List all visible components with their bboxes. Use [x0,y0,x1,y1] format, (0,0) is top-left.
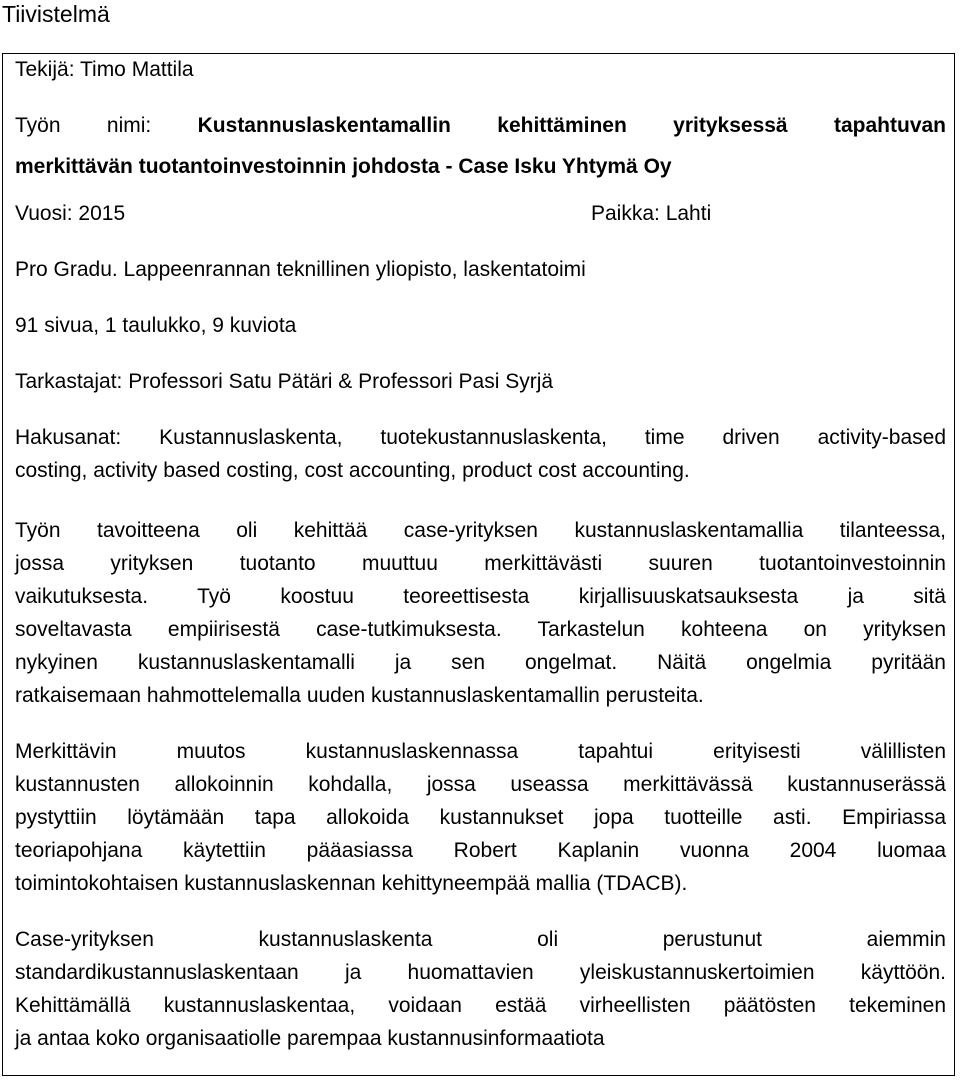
place-line: Paikka: Lahti [591,202,712,225]
degree-line: Pro Gradu. Lappeenrannan teknillinen yliopisto, laskentatoimi [15,258,586,281]
work-name-label: Työn nimi: [15,114,152,137]
paragraph-line: teoriapohjana käytettiin pääasiassa Robert Kaplanin vuonna 2004 luomaa [15,839,946,862]
year-line: Vuosi: 2015 [15,202,126,225]
work-name-title-1: Kustannuslaskentamallin kehittäminen yrityksessä tapahtuvan [197,114,946,137]
paragraph-line: Merkittävin muutos kustannuslaskennassa tapahtui erityisesti välillisten [15,740,946,763]
paragraph-line: jossa yrityksen tuotanto muuttuu merkittävästi suuren tuotantoinvestoinnin [15,552,946,575]
keywords-line-2: costing, activity based costing, cost accounting, product cost accounting. [15,459,690,482]
paragraph-line: pystyttiin löytämään tapa allokoida kustannukset jopa tuotteille asti. Empiriassa [15,806,946,829]
keywords-line-1: Hakusanat: Kustannuslaskenta, tuotekustannuslaskenta, time driven activity-based [15,426,946,449]
paragraph-line: Työn tavoitteena oli kehittää case-yrityksen kustannuslaskentamallia tilanteessa, [15,519,946,542]
paragraph-line: Kehittämällä kustannuslaskentaa, voidaan estää virheellisten päätösten tekeminen [15,994,946,1017]
paragraph-line: standardikustannuslaskentaan ja huomattavien yleiskustannuskertoimien käyttöön. [15,961,946,984]
paragraph-line: ratkaisemaan hahmottelemalla uuden kustannuslaskentamallin perusteita. [15,684,704,707]
paragraph-line: nykyinen kustannuslaskentamalli ja sen ongelmat. Näitä ongelmia pyritään [15,651,946,674]
page-title: Tiivistelmä [2,1,110,27]
work-name-line-2 [15,152,672,182]
abstract-box [2,53,955,1076]
work-name-title-2: merkittävän tuotantoinvestoinnin johdosta - Case Isku Yhtymä Oy [15,155,672,178]
paragraph-line: kustannusten allokoinnin kohdalla, jossa useassa merkittävässä kustannuserässä [15,773,946,796]
author-line: Tekijä: Timo Mattila [15,58,194,81]
paragraph-line: Case-yrityksen kustannuslaskenta oli perustunut aiemmin [15,928,946,951]
pages-line: 91 sivua, 1 taulukko, 9 kuviota [15,314,297,337]
paragraph-line: vaikutuksesta. Työ koostuu teoreettisesta kirjallisuuskatsauksesta ja sitä [15,585,946,608]
paragraph-line: ja antaa koko organisaatiolle parempaa kustannusinformaatiota [15,1027,605,1050]
examiners-line: Tarkastajat: Professori Satu Pätäri & Professori Pasi Syrjä [15,370,554,393]
paragraph-line: soveltavasta empiirisestä case-tutkimuksesta. Tarkastelun kohteena on yrityksen [15,618,946,641]
work-name-line-1 [15,111,946,141]
paragraph-line: toimintokohtaisen kustannuslaskennan kehittyneempää mallia (TDACB). [15,872,688,895]
